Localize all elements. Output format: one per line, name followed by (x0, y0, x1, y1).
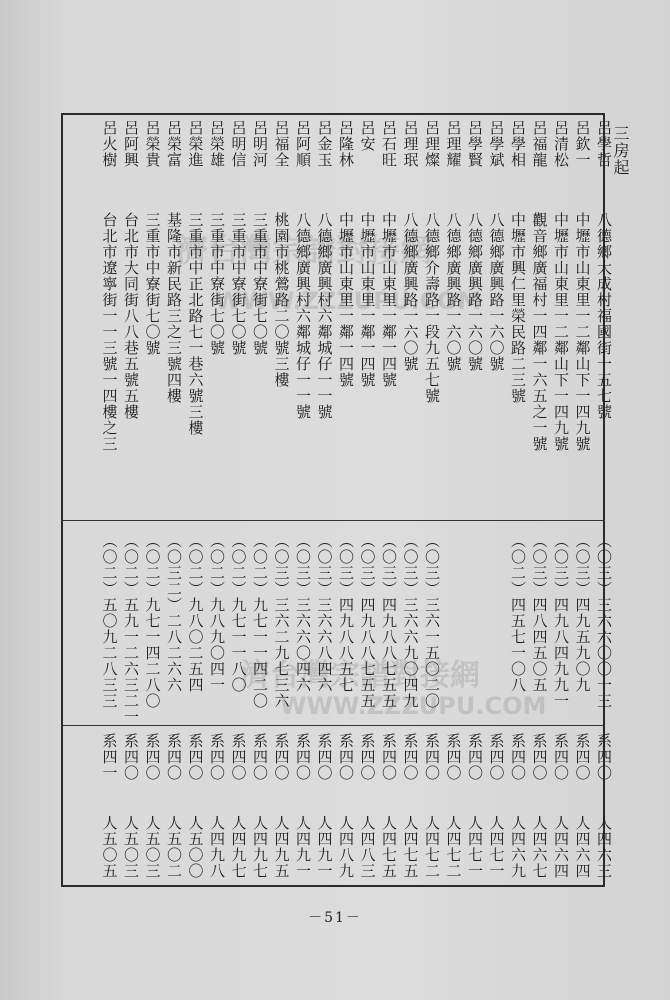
entry-address: 中壢市山東里一鄰一四號 (358, 212, 377, 388)
entry-person-cell (314, 815, 336, 879)
entry-person: 人五〇〇 (186, 815, 205, 879)
entry-group-cell (378, 733, 400, 781)
entry-address: 基隆市新民路三之三號四樓 (165, 212, 183, 404)
entry-address-cell (99, 212, 121, 452)
entry-group: 系四〇 (380, 733, 398, 781)
entry-address: 八德鄉廣興路一六〇號 (487, 212, 506, 372)
entry-name: 呂安 (358, 120, 377, 152)
entry-group-cell (249, 733, 271, 781)
entry-group: 系四〇 (466, 733, 484, 781)
entry-person: 人四九八 (208, 815, 226, 879)
entry-person: 人四六三 (595, 815, 613, 879)
entry-address: 中壢市山東里一二鄰山下一四九號 (573, 212, 592, 452)
entry-group: 系四〇 (487, 733, 506, 781)
entry-phone: （〇三）四九八四九九一 (552, 533, 570, 709)
entry-person: 人五〇三 (122, 815, 140, 879)
entry-name-cell (163, 120, 185, 168)
entry-group: 系四〇 (358, 733, 377, 781)
entry-group: 系四〇 (337, 733, 355, 781)
section-header-text: 三房起 (611, 125, 630, 176)
entry-person: 人四九一 (315, 815, 334, 879)
entry-group-cell (550, 733, 572, 781)
entry-group-cell (314, 733, 336, 781)
entry-person-cell (228, 815, 250, 879)
entry-phone: （〇二）九八九〇四一 (208, 533, 226, 693)
row-divider-1 (61, 520, 605, 521)
entry-group-cell (572, 733, 594, 781)
entry-address-cell (378, 212, 400, 388)
entry-name-cell (593, 120, 615, 168)
entry-person: 人五〇五 (100, 815, 119, 879)
entry-phone: （〇三）三六六〇四六 (294, 533, 312, 693)
entry-person-cell (206, 815, 228, 879)
entry-person-cell (529, 815, 551, 879)
entry-address-cell (271, 212, 293, 388)
entry-name-cell (185, 120, 207, 168)
entry-phone-cell (400, 533, 422, 709)
entry-address-cell (464, 212, 486, 372)
entry-group: 系四〇 (143, 733, 162, 781)
entry-group: 系四〇 (122, 733, 140, 781)
entry-phone-cell (550, 533, 572, 709)
entry-name-cell (206, 120, 228, 168)
entry-phone: （〇二）五九一二六三二一 (122, 533, 140, 725)
entry-group: 系四〇 (444, 733, 463, 781)
entry-phone-cell (314, 533, 336, 693)
entry-phone-cell (507, 533, 529, 693)
entry-name-cell (335, 120, 357, 168)
entry-address-cell (292, 212, 314, 420)
entry-name: 呂阿順 (294, 120, 312, 168)
watermark-url-2: WWW.ZZZUPU.COM (280, 692, 547, 720)
entry-person: 人四七一 (466, 815, 484, 879)
watermark-chinese-2: 濟台灣宗譜對接網 (240, 658, 480, 693)
entry-phone: （〇二）四五七一〇八 (509, 533, 527, 693)
entry-phone: （〇三）三六一五〇二〇 (423, 533, 441, 709)
entry-person: 人四九一 (294, 815, 312, 879)
entry-name-cell (529, 120, 551, 168)
entry-address: 八德鄉廣興路一六〇號 (444, 212, 463, 372)
entry-phone: （〇三）三六二九七三六 (272, 533, 291, 709)
entry-group: 系四〇 (208, 733, 226, 781)
entry-group-cell (271, 733, 293, 781)
entry-phone: （〇二）九八〇二五四 (186, 533, 205, 693)
entry-person-cell (249, 815, 271, 879)
entry-name: 呂學斌 (487, 120, 506, 168)
entry-address: 觀音鄉廣福村一四鄰一六五之一號 (530, 212, 549, 452)
entry-address: 八德鄉廣興村六鄰城仔一一號 (294, 212, 312, 420)
entry-group-cell (142, 733, 164, 781)
entry-address-cell (142, 212, 164, 356)
entry-person: 人四六九 (509, 815, 527, 879)
entry-name-cell (507, 120, 529, 168)
entry-person-cell (507, 815, 529, 879)
entry-address-cell (507, 212, 529, 404)
entry-group-cell (292, 733, 314, 781)
entry-name-cell (99, 120, 121, 168)
watermark-url: WWW.ZZZUPU.COM (215, 287, 482, 315)
entry-address: 八德鄉廣興路一六〇號 (401, 212, 420, 372)
entry-address-cell (400, 212, 422, 372)
entry-name-cell (271, 120, 293, 168)
entry-name: 呂榮貴 (143, 120, 162, 168)
entry-address: 八德鄉廣興路一六〇號 (466, 212, 484, 372)
entry-phone-cell (421, 533, 443, 709)
entry-phone-cell (206, 533, 228, 693)
entry-phone-cell (142, 533, 164, 709)
entry-phone-cell (572, 533, 594, 693)
entry-group: 系四〇 (573, 733, 592, 781)
entry-phone: （〇二）九七一一八〇 (229, 533, 248, 693)
entry-name: 呂福龍 (530, 120, 549, 168)
entry-address-cell (228, 212, 250, 356)
entry-group: 系四〇 (552, 733, 570, 781)
entry-person: 人四六四 (552, 815, 570, 879)
entry-person-cell (464, 815, 486, 879)
entry-name-cell (400, 120, 422, 168)
entry-group: 系四〇 (423, 733, 441, 781)
entry-person-cell (593, 815, 615, 879)
entry-person-cell (400, 815, 422, 879)
entry-group-cell (335, 733, 357, 781)
entry-phone-cell (292, 533, 314, 693)
entry-name-cell (314, 120, 336, 168)
entry-group-cell (507, 733, 529, 781)
entry-person-cell (443, 815, 465, 879)
entry-name: 呂理燦 (423, 120, 441, 168)
entry-address: 中壢市山東里一鄰一四號 (380, 212, 398, 388)
entry-group-cell (120, 733, 142, 781)
entry-group-cell (99, 733, 121, 781)
entry-phone-cell (335, 533, 357, 693)
entry-phone: （〇三）四九八八七五五 (358, 533, 377, 709)
entry-name: 呂明信 (229, 120, 248, 168)
entry-address: 八德鄉廣興村六鄰城仔一一號 (315, 212, 334, 420)
entry-address-cell (163, 212, 185, 404)
entry-name: 呂理珉 (401, 120, 420, 168)
entry-person: 人五〇三 (143, 815, 162, 879)
entry-person: 人四七五 (401, 815, 420, 879)
entry-person: 人四九七 (229, 815, 248, 879)
entry-address-cell (572, 212, 594, 452)
entry-group: 系四〇 (595, 733, 613, 781)
entry-address: 中壢市山東里一二鄰山下一四九號 (552, 212, 570, 452)
entry-phone-cell (120, 533, 142, 725)
entry-name: 呂理耀 (444, 120, 463, 168)
page-number: －51－ (308, 910, 362, 926)
entry-person: 人四七二 (423, 815, 441, 879)
entry-person-cell (378, 815, 400, 879)
entry-address-cell (335, 212, 357, 388)
entry-name-cell (378, 120, 400, 168)
entry-name: 呂學相 (509, 120, 527, 168)
entry-name: 呂學賢 (466, 120, 484, 168)
entry-phone-cell (163, 533, 185, 693)
entry-name-cell (421, 120, 443, 168)
entry-address-cell (249, 212, 271, 356)
entry-group: 系四一 (100, 733, 119, 781)
entry-name: 呂阿興 (122, 120, 140, 168)
entry-phone: （〇三）四九八八五七 (337, 533, 355, 693)
entry-name-cell (443, 120, 465, 168)
entry-phone-cell (378, 533, 400, 709)
entry-group-cell (593, 733, 615, 781)
entry-phone-cell (593, 533, 615, 709)
entry-address: 桃園市桃鶯路二〇號三樓 (272, 212, 291, 388)
entry-address: 台北市大同街八八巷五號五樓 (122, 212, 140, 420)
entry-name: 呂隆林 (337, 120, 355, 168)
entry-group: 系四〇 (251, 733, 269, 781)
entry-person-cell (550, 815, 572, 879)
entry-address-cell (314, 212, 336, 420)
entry-name: 呂石旺 (380, 120, 398, 168)
entry-name-cell (249, 120, 271, 168)
entry-name: 呂火樹 (100, 120, 119, 168)
entry-address-cell (421, 212, 443, 404)
entry-group-cell (443, 733, 465, 781)
entry-phone: （〇三）四九八八七五五 (380, 533, 398, 709)
entry-name: 呂福全 (272, 120, 291, 168)
entry-group-cell (357, 733, 379, 781)
entry-person: 人四九七 (251, 815, 269, 879)
entry-person-cell (335, 815, 357, 879)
entry-address: 三重市中寮街七〇號 (229, 212, 248, 356)
entry-name-cell (142, 120, 164, 168)
entry-group: 系四〇 (272, 733, 291, 781)
entry-address: 三重市中寮街七〇號 (251, 212, 269, 356)
entry-phone: （〇三二）二八二六六 (165, 533, 183, 693)
entry-person: 人四六四 (573, 815, 592, 879)
entry-phone-cell (99, 533, 121, 709)
entry-address: 三重市中寮街七〇號 (208, 212, 226, 356)
entry-address-cell (486, 212, 508, 372)
entry-person-cell (572, 815, 594, 879)
entry-name: 呂榮富 (165, 120, 183, 168)
entry-group: 系四〇 (509, 733, 527, 781)
entry-group-cell (185, 733, 207, 781)
entry-group: 系四〇 (165, 733, 183, 781)
entry-person-cell (486, 815, 508, 879)
entry-phone: （〇三）三六六八四六 (315, 533, 334, 693)
entry-phone-cell (249, 533, 271, 709)
entry-person-cell (99, 815, 121, 879)
entry-name: 呂榮雄 (208, 120, 226, 168)
entry-group-cell (228, 733, 250, 781)
entry-phone-cell (357, 533, 379, 709)
entry-address-cell (529, 212, 551, 452)
entry-person: 人四六七 (530, 815, 549, 879)
entry-phone-cell (185, 533, 207, 693)
row-divider-2 (61, 725, 605, 726)
entry-phone: （〇三）三六六九〇四九 (401, 533, 420, 709)
entry-name: 呂學哲 (595, 120, 613, 168)
entry-group: 系四〇 (530, 733, 549, 781)
entry-name-cell (572, 120, 594, 168)
entry-phone: （〇二）九七一四二八〇 (143, 533, 162, 709)
entry-name-cell (228, 120, 250, 168)
entry-name: 呂榮進 (186, 120, 205, 168)
entry-person: 人四七五 (380, 815, 398, 879)
entry-name-cell (292, 120, 314, 168)
entry-person-cell (357, 815, 379, 879)
entry-phone: （〇二）五〇九二八三三 (100, 533, 119, 709)
entry-address: 八德鄉大成村福國街一五七號 (595, 212, 613, 420)
entry-address: 八德鄉介壽路一段九五七號 (423, 212, 441, 404)
entry-address-cell (593, 212, 615, 420)
entry-person: 人四九五 (272, 815, 291, 879)
entry-address: 三重市中正北路七一巷六號三樓 (186, 212, 205, 436)
entry-person: 人四八三 (358, 815, 377, 879)
entry-phone-cell (228, 533, 250, 693)
entry-group: 系四〇 (186, 733, 205, 781)
entry-person: 人五〇二 (165, 815, 183, 879)
entry-address: 中壢市興仁里榮民路二三號 (509, 212, 527, 404)
entry-phone-cell (271, 533, 293, 709)
entry-phone-cell (529, 533, 551, 693)
entry-person-cell (185, 815, 207, 879)
entry-phone: （〇三）四九五九〇九 (573, 533, 592, 693)
entry-name: 呂清松 (552, 120, 570, 168)
entry-name-cell (464, 120, 486, 168)
entry-person-cell (271, 815, 293, 879)
entry-group: 系四〇 (294, 733, 312, 781)
entry-phone: （〇三）四八四五〇五 (530, 533, 549, 693)
entry-address-cell (120, 212, 142, 420)
entry-phone: （〇二）九七一一四二〇 (251, 533, 269, 709)
entry-group: 系四〇 (315, 733, 334, 781)
entry-group-cell (464, 733, 486, 781)
entry-name-cell (550, 120, 572, 168)
entry-person-cell (292, 815, 314, 879)
entry-address: 台北市遼寧街一一三號一四樓之三 (100, 212, 119, 452)
entry-phone: （〇三）三六六〇〇一三 (595, 533, 613, 709)
entry-name-cell (120, 120, 142, 168)
entry-address: 三重市中寮街七〇號 (143, 212, 162, 356)
entry-person-cell (163, 815, 185, 879)
entry-group: 系四〇 (401, 733, 420, 781)
entry-name: 呂金玉 (315, 120, 334, 168)
entry-name: 呂明河 (251, 120, 269, 168)
entry-address-cell (185, 212, 207, 436)
entry-group-cell (400, 733, 422, 781)
entry-address: 中壢市山東里一鄰一四號 (337, 212, 355, 388)
entry-person-cell (421, 815, 443, 879)
entry-name-cell (486, 120, 508, 168)
watermark-chinese: 濟台灣宗譜對接網 (176, 231, 433, 269)
entry-group-cell (163, 733, 185, 781)
entry-person-cell (142, 815, 164, 879)
entry-name: 呂欽一 (573, 120, 592, 168)
entry-group-cell (421, 733, 443, 781)
entry-address-cell (357, 212, 379, 388)
entry-person: 人四七一 (487, 815, 506, 879)
entry-name-cell (357, 120, 379, 152)
entry-person: 人四八九 (337, 815, 355, 879)
entry-address-cell (443, 212, 465, 372)
entry-address-cell (206, 212, 228, 356)
entry-group-cell (486, 733, 508, 781)
entry-address-cell (550, 212, 572, 452)
entry-group-cell (206, 733, 228, 781)
entry-group: 系四〇 (229, 733, 248, 781)
entry-person: 人四七二 (444, 815, 463, 879)
entry-group-cell (529, 733, 551, 781)
entry-person-cell (120, 815, 142, 879)
